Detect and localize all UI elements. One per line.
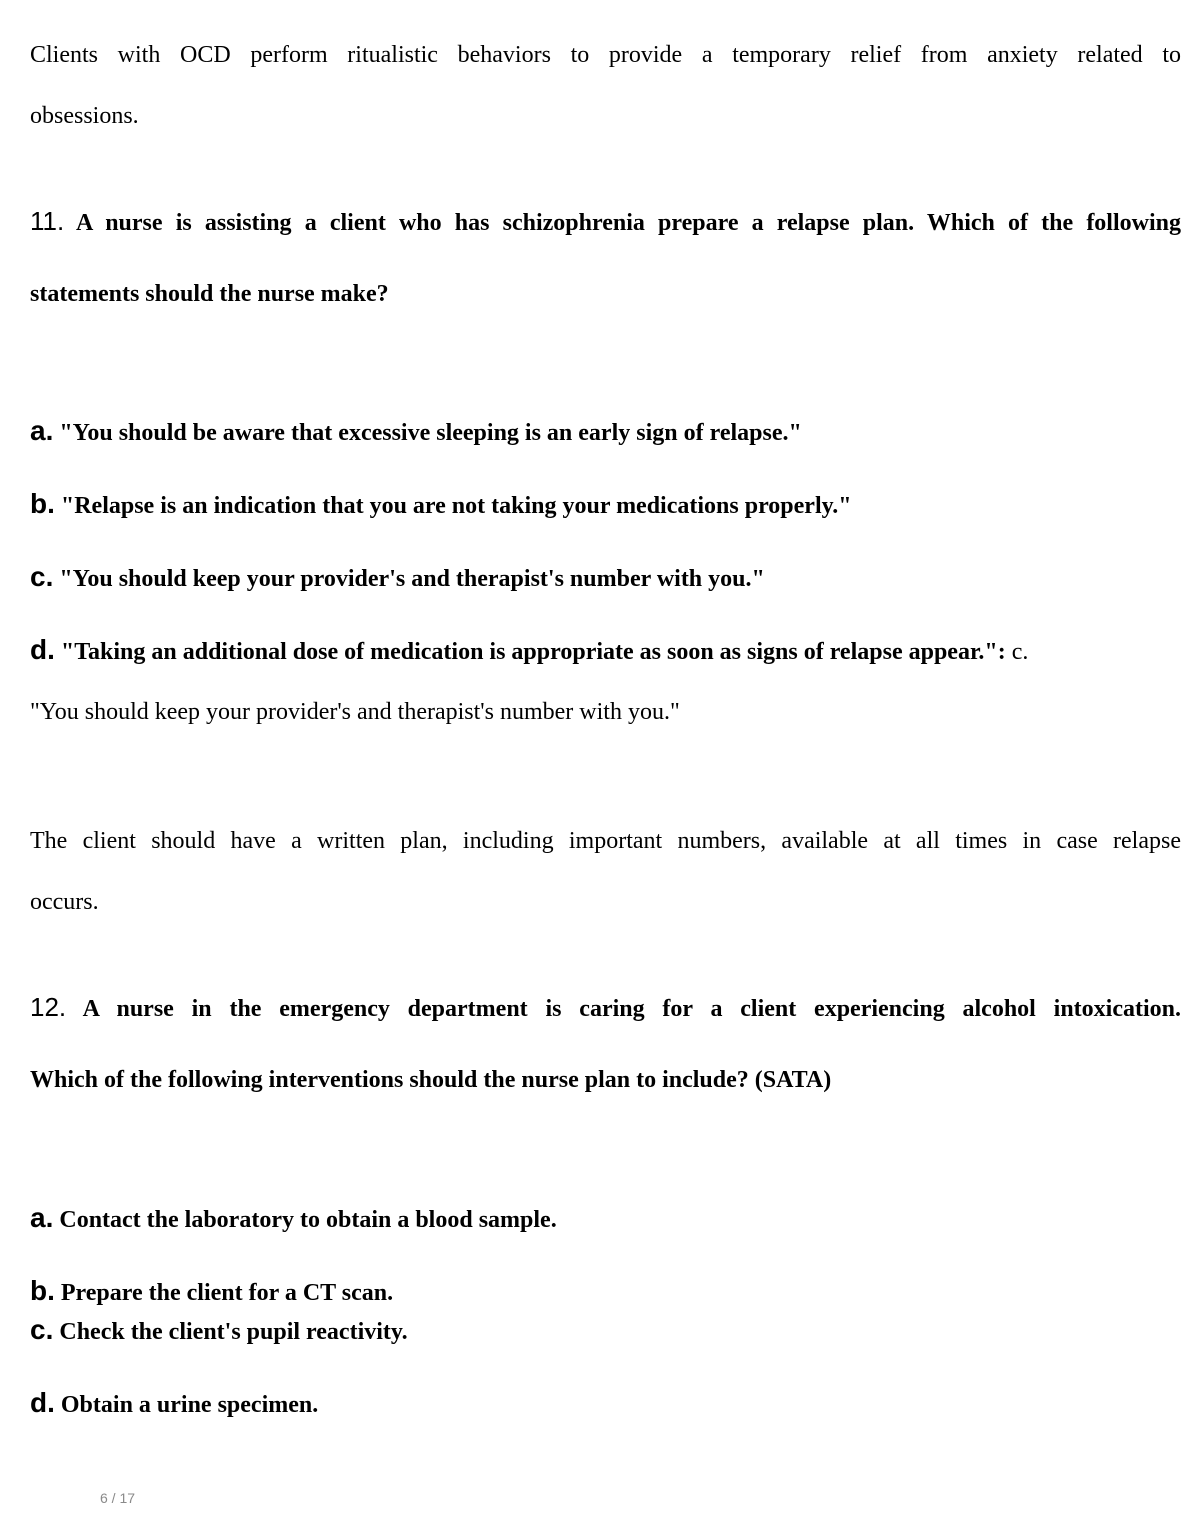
- option-letter: b.: [30, 488, 55, 519]
- option-b[interactable]: [30, 1276, 1181, 1308]
- option-text: Prepare the client for a CT scan.: [60, 1280, 394, 1306]
- rationale-text: [30, 101, 1181, 131]
- option-text: "Taking an additional dose of medication is appropriate as soon as signs of relapse appear.":: [60, 639, 1006, 665]
- option-c[interactable]: [30, 1315, 1181, 1347]
- rationale-line: obsessions.: [30, 103, 139, 129]
- rationale-text: [30, 40, 1181, 70]
- rationale-text: [30, 887, 1181, 917]
- rationale-text: [30, 826, 1181, 856]
- option-text: Obtain a urine specimen.: [60, 1392, 319, 1418]
- answer-text: [30, 697, 1181, 727]
- option-letter: c.: [30, 1314, 54, 1345]
- option-b[interactable]: [30, 489, 1181, 521]
- question-stem-line: A nurse in the emergency department is caring for a client experiencing alcohol intoxication.: [82, 996, 1181, 1022]
- option-d[interactable]: [30, 635, 1181, 667]
- answer-line: "You should keep your provider's and therapist's number with you.": [30, 699, 680, 725]
- page-indicator: 6 / 17: [100, 1490, 136, 1506]
- rationale-line: Clients with OCD perform ritualistic behaviors to provide a temporary relief from anxiety related to: [30, 42, 1181, 68]
- question-number: 11.: [30, 206, 65, 236]
- option-letter: a.: [30, 415, 54, 446]
- option-letter: b.: [30, 1275, 55, 1306]
- option-d[interactable]: [30, 1388, 1181, 1420]
- question-12-stem: [30, 992, 1181, 1024]
- question-number: 12.: [30, 992, 67, 1022]
- option-letter: a.: [30, 1202, 54, 1233]
- rationale-line: occurs.: [30, 889, 99, 915]
- question-stem-line: statements should the nurse make?: [30, 281, 389, 307]
- option-letter: d.: [30, 1387, 55, 1418]
- option-text: Contact the laboratory to obtain a blood sample.: [59, 1207, 557, 1233]
- option-text: "You should keep your provider's and therapist's number with you.": [59, 566, 765, 592]
- rationale-line: The client should have a written plan, including important numbers, available at all times in case relapse: [30, 828, 1181, 854]
- option-a[interactable]: [30, 416, 1181, 448]
- answer-key: c.: [1011, 639, 1029, 665]
- option-text: Check the client's pupil reactivity.: [59, 1319, 408, 1345]
- option-text: "Relapse is an indication that you are not taking your medications properly.": [60, 493, 852, 519]
- question-stem-line: Which of the following interventions should the nurse plan to include? (SATA): [30, 1067, 832, 1093]
- option-letter: d.: [30, 634, 55, 665]
- option-c[interactable]: [30, 562, 1181, 594]
- option-letter: c.: [30, 561, 54, 592]
- option-text: "You should be aware that excessive sleeping is an early sign of relapse.": [59, 420, 802, 446]
- question-11-stem: [30, 206, 1181, 238]
- option-a[interactable]: [30, 1203, 1181, 1235]
- question-11-stem: [30, 279, 1181, 309]
- question-12-stem: [30, 1065, 1181, 1095]
- question-stem-line: A nurse is assisting a client who has schizophrenia prepare a relapse plan. Which of the following: [76, 210, 1181, 236]
